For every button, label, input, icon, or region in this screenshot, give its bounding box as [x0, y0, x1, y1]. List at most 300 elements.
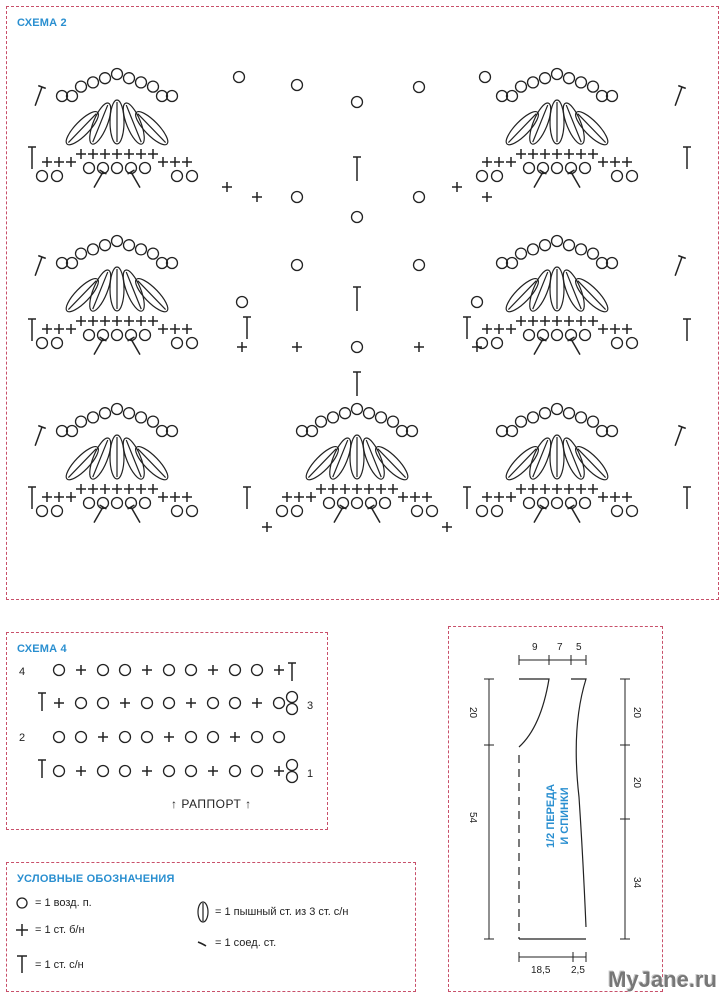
dc-symbol	[243, 487, 251, 509]
dc-symbol	[683, 319, 691, 341]
chain-symbol	[580, 498, 591, 509]
dc-symbol	[128, 505, 144, 525]
chain-symbol	[352, 97, 363, 108]
chain-symbol	[274, 732, 285, 743]
sc-symbol	[54, 157, 64, 167]
scheme4-chart	[7, 633, 327, 829]
chain-symbol	[112, 330, 123, 341]
sc-symbol	[100, 484, 110, 494]
sc-symbol	[528, 484, 538, 494]
sc-symbol	[598, 324, 608, 334]
sc-symbol	[136, 149, 146, 159]
dc-symbol	[331, 505, 347, 525]
chain-symbol	[388, 416, 399, 427]
dc-symbol	[28, 487, 36, 509]
sc-symbol	[142, 665, 152, 675]
chain-symbol	[607, 258, 618, 269]
puff-symbol	[110, 267, 124, 311]
chain-symbol	[57, 426, 68, 437]
chain-symbol	[524, 498, 535, 509]
dc-symbol	[568, 170, 584, 190]
chain-symbol	[172, 338, 183, 349]
chain-symbol	[54, 665, 65, 676]
chain-symbol	[612, 171, 623, 182]
chain-symbol	[57, 258, 68, 269]
sc-symbol	[482, 324, 492, 334]
chain-symbol	[76, 248, 87, 259]
sc-symbol	[76, 316, 86, 326]
chain-symbol	[52, 506, 63, 517]
sc-symbol	[42, 324, 52, 334]
dim-top-9: 9	[532, 642, 538, 653]
puff-symbol	[550, 267, 564, 311]
sc-symbol	[124, 484, 134, 494]
scheme2-chart	[7, 7, 718, 599]
chain-symbol	[287, 704, 298, 715]
chain-symbol	[564, 240, 575, 251]
chain-symbol	[136, 244, 147, 255]
chain-symbol	[477, 171, 488, 182]
chain-symbol	[552, 236, 563, 247]
chain-symbol	[187, 171, 198, 182]
sc-symbol	[158, 324, 168, 334]
sc-symbol	[540, 484, 550, 494]
rapport-text: РАППОРТ	[181, 797, 242, 811]
sc-symbol	[564, 316, 574, 326]
chain-symbol	[528, 412, 539, 423]
sc-symbol	[516, 316, 526, 326]
chain-symbol	[552, 498, 563, 509]
pattern-label-line2: И СПИНКИ	[559, 787, 571, 845]
sc-symbol	[364, 484, 374, 494]
chain-symbol	[612, 338, 623, 349]
chain-symbol	[540, 240, 551, 251]
chain-symbol	[477, 506, 488, 517]
sc-symbol	[598, 157, 608, 167]
chain-symbol	[57, 91, 68, 102]
sc-symbol	[54, 492, 64, 502]
chain-symbol	[292, 192, 303, 203]
chain-symbol	[208, 732, 219, 743]
sc-symbol	[622, 492, 632, 502]
dc-symbol	[671, 256, 685, 278]
sc-symbol	[540, 316, 550, 326]
chain-symbol	[98, 665, 109, 676]
sc-symbol	[66, 492, 76, 502]
dc-symbol	[28, 147, 36, 169]
chain-symbol	[528, 244, 539, 255]
chain-symbol	[252, 732, 263, 743]
sc-symbol	[42, 492, 52, 502]
sc-symbol	[112, 316, 122, 326]
sc-symbol	[610, 324, 620, 334]
sc-symbol	[622, 324, 632, 334]
dc-symbol	[128, 170, 144, 190]
chain-symbol	[84, 330, 95, 341]
chain-symbol	[292, 260, 303, 271]
chain-symbol	[540, 408, 551, 419]
dim-bottom-2-5: 2,5	[571, 965, 585, 976]
chain-symbol	[576, 77, 587, 88]
sc-symbol	[182, 492, 192, 502]
chain-symbol	[172, 171, 183, 182]
chain-symbol	[576, 244, 587, 255]
dc-symbol	[671, 426, 685, 448]
dc-symbol	[463, 487, 471, 509]
chain-symbol	[328, 412, 339, 423]
chain-symbol	[376, 412, 387, 423]
legend-title: УСЛОВНЫЕ ОБОЗНАЧЕНИЯ	[17, 873, 175, 885]
sc-symbol	[576, 149, 586, 159]
chain-symbol	[172, 506, 183, 517]
sc-symbol	[76, 484, 86, 494]
chain-symbol	[140, 330, 151, 341]
chain-symbol	[516, 248, 527, 259]
chain-symbol	[186, 732, 197, 743]
dc-symbol	[568, 337, 584, 357]
sc-symbol	[376, 484, 386, 494]
sc-symbol	[422, 492, 432, 502]
sc-symbol	[494, 157, 504, 167]
chain-symbol	[427, 506, 438, 517]
chain-symbol	[472, 297, 483, 308]
chain-symbol	[120, 732, 131, 743]
chain-symbol	[120, 665, 131, 676]
chain-symbol	[516, 81, 527, 92]
puff-symbol	[550, 435, 564, 479]
chain-symbol	[627, 338, 638, 349]
chain-symbol	[37, 338, 48, 349]
sc-symbol	[506, 324, 516, 334]
chain-symbol	[576, 412, 587, 423]
sc-symbol	[54, 324, 64, 334]
chain-symbol	[124, 408, 135, 419]
sc-symbol	[316, 484, 326, 494]
chain-symbol	[124, 73, 135, 84]
sc-symbol	[516, 149, 526, 159]
dc-symbol	[463, 317, 471, 339]
sc-symbol	[516, 484, 526, 494]
sc-symbol	[414, 342, 424, 352]
chain-symbol	[627, 506, 638, 517]
sc-symbol	[482, 492, 492, 502]
chain-symbol	[292, 80, 303, 91]
chain-symbol	[88, 412, 99, 423]
chain-symbol	[492, 506, 503, 517]
scheme2-panel	[6, 6, 719, 600]
chain-symbol	[540, 73, 551, 84]
chain-symbol	[252, 665, 263, 676]
puff-symbol	[110, 435, 124, 479]
rapport-arrow-left: ↑	[171, 797, 182, 811]
sc-symbol	[610, 157, 620, 167]
dim-left-20: 20	[467, 706, 479, 719]
sc-symbol	[576, 484, 586, 494]
chain-symbol	[54, 732, 65, 743]
dc-symbol	[683, 147, 691, 169]
chain-symbol	[287, 760, 298, 771]
chain-symbol	[607, 91, 618, 102]
sc-symbol	[472, 342, 482, 352]
sc-symbol	[148, 149, 158, 159]
chain-symbol	[164, 766, 175, 777]
chain-symbol	[480, 72, 491, 83]
sc-symbol	[66, 324, 76, 334]
chain-symbol	[588, 81, 599, 92]
sc-symbol	[622, 157, 632, 167]
scheme4-row-label-3: 3	[307, 700, 314, 712]
sc-symbol	[230, 732, 240, 742]
sc-symbol	[148, 484, 158, 494]
sc-symbol	[452, 182, 462, 192]
sc-symbol	[292, 342, 302, 352]
legend-item-sc: = 1 ст. б/н	[35, 924, 85, 936]
dim-top-5: 5	[576, 642, 582, 653]
legend-item-puff: = 1 пышный ст. из 3 ст. с/н	[215, 906, 349, 918]
dc-symbol	[683, 487, 691, 509]
chain-symbol	[100, 73, 111, 84]
chain-symbol	[316, 416, 327, 427]
dc-symbol	[38, 760, 46, 778]
sc-symbol	[164, 732, 174, 742]
chain-symbol	[352, 404, 363, 415]
chain-symbol	[564, 408, 575, 419]
chain-symbol	[98, 698, 109, 709]
chain-symbol	[230, 698, 241, 709]
sc-symbol	[252, 192, 262, 202]
chain-symbol	[112, 404, 123, 415]
sc-symbol	[528, 316, 538, 326]
chain-symbol	[528, 77, 539, 88]
chain-symbol	[120, 766, 131, 777]
sc-symbol	[528, 149, 538, 159]
chain-symbol	[588, 248, 599, 259]
sc-symbol	[170, 324, 180, 334]
dc-symbol	[243, 317, 251, 339]
sc-symbol	[100, 316, 110, 326]
chain-symbol	[287, 692, 298, 703]
chain-symbol	[187, 338, 198, 349]
chain-symbol	[140, 163, 151, 174]
chain-symbol	[76, 698, 87, 709]
chain-symbol	[37, 506, 48, 517]
sc-symbol	[54, 698, 64, 708]
chain-symbol	[414, 82, 425, 93]
chain-symbol	[52, 338, 63, 349]
dc-symbol	[91, 337, 107, 357]
chain-symbol	[142, 732, 153, 743]
chain-symbol	[352, 498, 363, 509]
chain-symbol	[597, 258, 608, 269]
sc-symbol	[610, 492, 620, 502]
chain-symbol	[414, 260, 425, 271]
chain-symbol	[98, 766, 109, 777]
dc-symbol	[31, 86, 45, 108]
chain-symbol	[76, 81, 87, 92]
sc-symbol	[170, 157, 180, 167]
chain-symbol	[112, 498, 123, 509]
sc-symbol	[442, 522, 452, 532]
chain-symbol	[148, 248, 159, 259]
sc-symbol	[506, 157, 516, 167]
sc-symbol	[88, 149, 98, 159]
sc-symbol	[494, 324, 504, 334]
sc-symbol	[124, 316, 134, 326]
chain-symbol	[524, 163, 535, 174]
chain-symbol	[164, 698, 175, 709]
scheme4-panel	[6, 632, 328, 830]
dc-symbol	[531, 337, 547, 357]
chain-symbol	[88, 244, 99, 255]
puff-symbol	[350, 435, 364, 479]
sc-symbol	[76, 665, 86, 675]
pattern-panel	[448, 626, 663, 992]
sc-symbol	[506, 492, 516, 502]
chain-symbol	[324, 498, 335, 509]
pattern-label-line1: 1/2 ПЕРЕДА	[545, 783, 557, 849]
sc-symbol	[100, 149, 110, 159]
legend-slip-icon	[198, 942, 206, 946]
chain-symbol	[274, 698, 285, 709]
legend-item-slip: = 1 соед. ст.	[215, 937, 277, 949]
chain-symbol	[112, 236, 123, 247]
sc-symbol	[410, 492, 420, 502]
scheme4-row-label-4: 4	[19, 666, 26, 678]
dc-symbol	[38, 693, 46, 711]
sc-symbol	[588, 484, 598, 494]
sc-symbol	[142, 766, 152, 776]
chain-symbol	[142, 698, 153, 709]
chain-symbol	[287, 772, 298, 783]
sc-symbol	[182, 157, 192, 167]
chain-symbol	[67, 91, 78, 102]
chain-symbol	[524, 330, 535, 341]
sc-symbol	[552, 484, 562, 494]
sc-symbol	[237, 342, 247, 352]
chain-symbol	[492, 171, 503, 182]
chain-symbol	[52, 171, 63, 182]
sc-symbol	[352, 484, 362, 494]
sc-symbol	[294, 492, 304, 502]
sc-symbol	[42, 157, 52, 167]
sc-symbol	[588, 316, 598, 326]
sc-symbol	[252, 698, 262, 708]
chain-symbol	[607, 426, 618, 437]
chain-symbol	[564, 73, 575, 84]
sc-symbol	[552, 149, 562, 159]
scheme2-title: СХЕМА 2	[17, 17, 67, 29]
dc-symbol	[28, 319, 36, 341]
chain-symbol	[292, 506, 303, 517]
sc-symbol	[112, 484, 122, 494]
sc-symbol	[482, 192, 492, 202]
chain-symbol	[230, 665, 241, 676]
sc-symbol	[76, 766, 86, 776]
dc-symbol	[31, 256, 45, 278]
chain-symbol	[597, 426, 608, 437]
dc-symbol	[353, 157, 361, 181]
sc-symbol	[588, 149, 598, 159]
scheme4-title: СХЕМА 4	[17, 643, 67, 655]
puff-symbol	[110, 100, 124, 144]
sc-symbol	[182, 324, 192, 334]
chain-symbol	[380, 498, 391, 509]
chain-symbol	[100, 240, 111, 251]
chain-symbol	[340, 408, 351, 419]
chain-symbol	[277, 506, 288, 517]
sc-symbol	[124, 149, 134, 159]
chain-symbol	[187, 506, 198, 517]
chain-symbol	[414, 192, 425, 203]
sc-symbol	[398, 492, 408, 502]
legend-dc-icon	[17, 956, 27, 973]
sc-symbol	[340, 484, 350, 494]
sc-symbol	[112, 149, 122, 159]
legend-item-chain: = 1 возд. п.	[35, 897, 92, 909]
chain-symbol	[364, 408, 375, 419]
sc-symbol	[186, 698, 196, 708]
sc-symbol	[494, 492, 504, 502]
dim-bottom-18-5: 18,5	[531, 965, 551, 976]
dc-symbol	[353, 372, 361, 396]
chain-symbol	[252, 766, 263, 777]
sc-symbol	[576, 316, 586, 326]
chain-symbol	[552, 69, 563, 80]
dc-symbol	[671, 86, 685, 108]
sc-symbol	[76, 149, 86, 159]
sc-symbol	[88, 484, 98, 494]
chain-symbol	[84, 163, 95, 174]
chain-symbol	[124, 240, 135, 251]
dc-symbol	[288, 663, 296, 681]
chain-symbol	[84, 498, 95, 509]
dc-symbol	[91, 505, 107, 525]
rapport-label	[171, 797, 252, 811]
sc-symbol	[274, 766, 284, 776]
sc-symbol	[564, 484, 574, 494]
chain-symbol	[234, 72, 245, 83]
sc-symbol	[170, 492, 180, 502]
sc-symbol	[306, 492, 316, 502]
sc-symbol	[136, 484, 146, 494]
sc-symbol	[388, 484, 398, 494]
chain-symbol	[237, 297, 248, 308]
chain-symbol	[492, 338, 503, 349]
dim-right-20b: 20	[631, 776, 643, 789]
dim-right-34: 34	[631, 876, 643, 889]
puff-symbol	[550, 100, 564, 144]
chain-symbol	[552, 330, 563, 341]
watermark-logo: MyJane.ru	[608, 967, 717, 992]
scheme4-row-label-1: 1	[307, 768, 314, 780]
dc-symbol	[531, 170, 547, 190]
sc-symbol	[262, 522, 272, 532]
sc-symbol	[158, 157, 168, 167]
chain-symbol	[37, 171, 48, 182]
chain-symbol	[208, 698, 219, 709]
sc-symbol	[564, 149, 574, 159]
chain-symbol	[580, 330, 591, 341]
sc-symbol	[282, 492, 292, 502]
sc-symbol	[66, 157, 76, 167]
dim-left-54: 54	[467, 811, 479, 824]
dc-symbol	[353, 287, 361, 311]
chain-symbol	[148, 416, 159, 427]
chain-symbol	[186, 665, 197, 676]
sc-symbol	[148, 316, 158, 326]
chain-symbol	[67, 258, 78, 269]
chain-symbol	[352, 342, 363, 353]
